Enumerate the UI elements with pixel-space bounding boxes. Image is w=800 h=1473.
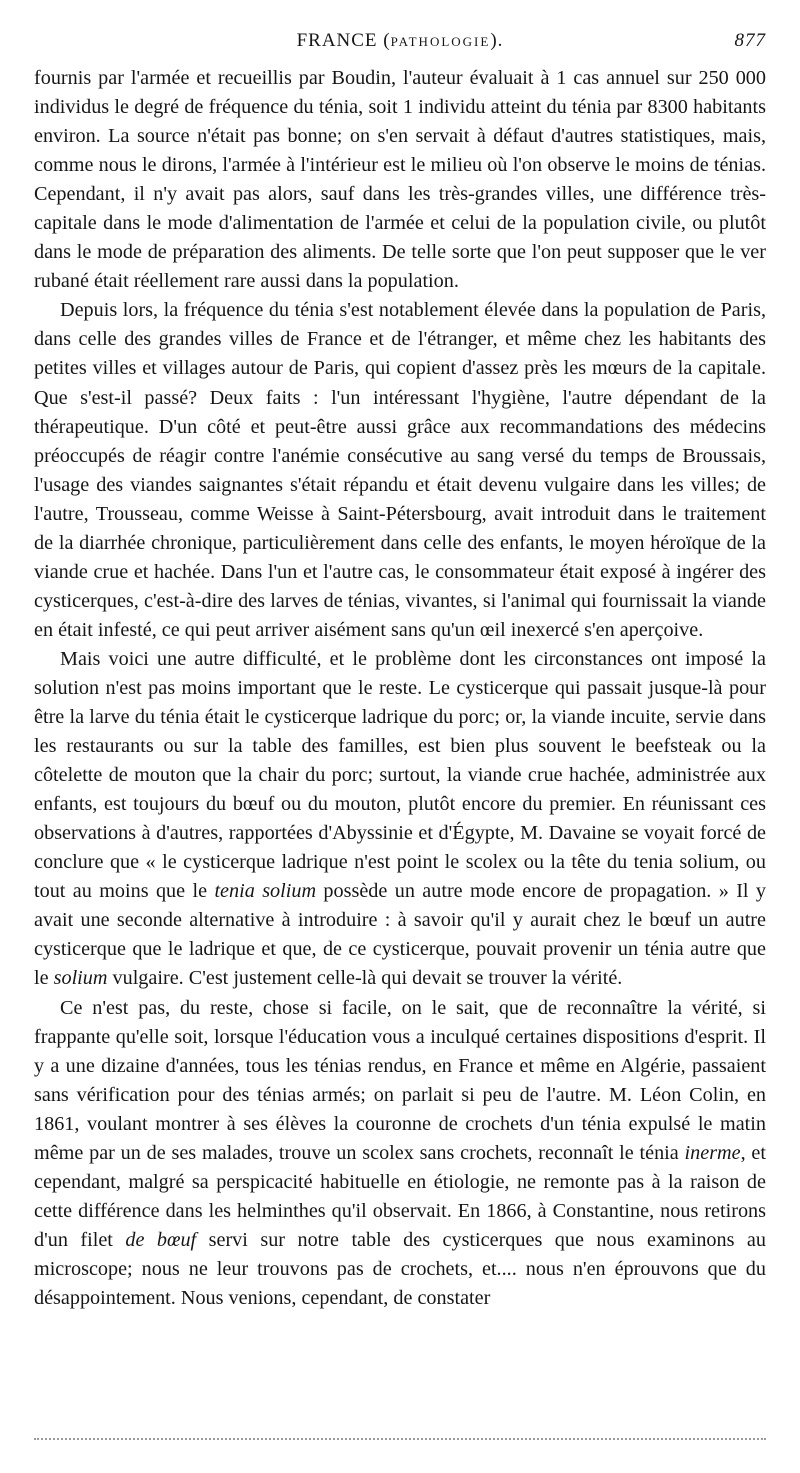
- body-text: [34, 64, 766, 1313]
- italic-term: solium: [53, 967, 108, 990]
- running-title-end: ).: [490, 30, 504, 51]
- running-title-main: FRANCE (: [296, 30, 391, 51]
- text-run: Depuis lors, la fréquence du ténia s'est notablement élevée dans la population de Paris, dans celle des grandes villes de France et de l'étranger, et même chez les habitants des petites villes et villages autour de Paris, qui copient d'assez près les mœurs de la capitale. Que s'est-il passé? Deux faits : l'un intéressant l'hygiène, l'autre dépendant de la thérapeutique. D'un côté et peut-être aussi grâce aux recommandations des médecins préoccupés de réagir contre l'anémie consécutive au sang versé du temps de Broussais, l'usage des viandes saignantes s'était répandu et était devenu vulgaire dans les villes; de l'autre, Trousseau, comme Weisse à Saint-Pétersbourg, avait introduit dans le traitement de la diarrhée chronique, particulièrement dans celle des enfants, le moyen héroïque de la viande crue et hachée. Dans l'un et l'autre cas, le consommateur était exposé à ingérer des cysticerques, c'est-à-dire des larves de ténias, vivantes, si l'animal qui fournissait la viande en était infesté, ce qui peut arriver aisément sans qu'un œil inexercé s'en aperçoive.: [34, 299, 766, 641]
- italic-term: inerme: [684, 1141, 741, 1164]
- italic-term: de bœuf: [125, 1228, 197, 1251]
- text-run: , et cependant, malgré sa perspicacité habituelle en étiologie, ne remonte pas à la raison de cette différence dans les helminthes qu'il observait. En 1866, à Constantine, nous retirons d'un filet: [34, 1141, 766, 1251]
- text-run: possède un autre mode encore de propagation. » Il y avait une seconde alternative à introduire : à savoir qu'il y aurait chez le bœuf un autre cysticerque que le ladrique et que, de ce cysticerque, pouvait provenir un ténia autre que le: [34, 880, 766, 990]
- running-title-subject: PATHOLOGIE: [390, 34, 491, 49]
- bottom-rule: [34, 1438, 766, 1440]
- running-title: [34, 30, 766, 52]
- paragraph: [34, 296, 766, 645]
- text-run: Ce n'est pas, du reste, chose si facile, on le sait, que de reconnaître la vérité, si frappante qu'elle soit, lorsque l'éducation vous a inculqué certaines dispositions d'esprit. Il y a une dizaine d'années, tous les ténias rendus, en France et même en Algérie, passaient sans vérification pour des ténias armés; on parlait si peu de l'autre. M. Léon Colin, en 1861, voulant montrer à ses élèves la couronne de crochets d'un ténia expulsé le matin même par un de ses malades, trouve un scolex sans crochets, reconnaît le ténia: [34, 996, 766, 1164]
- text-run: servi sur notre table des cysticerques que nous examinons au microscope; nous ne leur trouvons pas de crochets, et.... nous n'en éprouvons que du désappointement. Nous venions, cependant, de constater: [34, 1228, 766, 1309]
- text-run: vulgaire. C'est justement celle-là qui devait se trouver la vérité.: [107, 967, 623, 990]
- text-run: fournis par l'armée et recueillis par Boudin, l'auteur évaluait à 1 cas annuel sur 250 000 individus le degré de fréquence du ténia, soit 1 individu atteint du ténia par 8300 habitants environ. La source n'était pas bonne; on s'en servait à défaut d'autres statistiques, mais, comme nous le dirons, l'armée à l'intérieur est le milieu où l'on observe le moins de ténias. Cependant, il n'y avait pas alors, sauf dans les très-grandes villes, une différence très-capitale dans le mode d'alimentation de l'armée et celui de la population civile, ou plutôt dans le mode de préparation des aliments. De telle sorte que l'on peut supposer que le ver rubané était réellement rare aussi dans la population.: [34, 67, 766, 293]
- page-number: 877: [734, 30, 766, 51]
- paragraph: [34, 994, 766, 1314]
- running-head: [34, 30, 766, 58]
- paragraph: [34, 64, 766, 296]
- italic-term: tenia solium: [214, 880, 317, 903]
- text-run: Mais voici une autre difficulté, et le problème dont les circonstances ont imposé la solution n'est pas moins important que le reste. Le cysticerque qui passait jusque-là pour être la larve du ténia était le cysticerque ladrique du porc; or, la viande incuite, servie dans les restaurants ou sur la table des familles, est bien plus souvent le beefsteak ou la côtelette de mouton que la chair du porc; surtout, la viande crue hachée, administrée aux enfants, est toujours du bœuf ou du mouton, plutôt encore du premier. En réunissant ces observations à d'autres, rapportées d'Abyssinie et d'Égypte, M. Davaine se voyait forcé de conclure que « le cysticerque ladrique n'est point le scolex ou la tête du tenia solium, ou tout au moins que le: [34, 647, 766, 903]
- paragraph: [34, 645, 766, 994]
